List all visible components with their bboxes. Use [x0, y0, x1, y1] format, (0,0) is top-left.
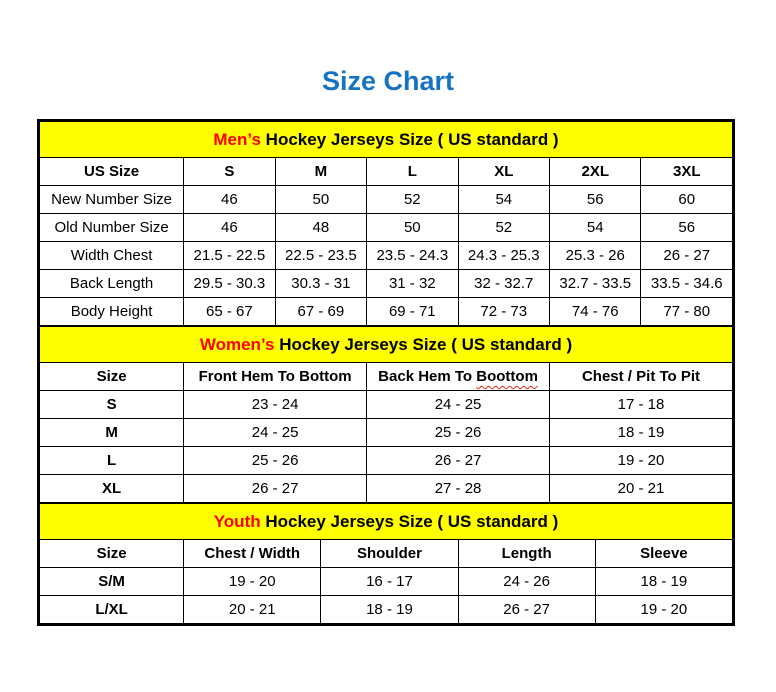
- size-value-cell: 18 - 19: [550, 419, 733, 447]
- size-value-cell: 50: [275, 186, 366, 214]
- size-value-cell: 19 - 20: [184, 568, 321, 596]
- size-value-cell: 72 - 73: [458, 298, 549, 326]
- size-value-cell: 33.5 - 34.6: [641, 270, 733, 298]
- size-value-cell: 24 - 25: [184, 419, 367, 447]
- size-value-cell: 32.7 - 33.5: [550, 270, 641, 298]
- row-label: S/M: [40, 568, 184, 596]
- size-value-cell: 77 - 80: [641, 298, 733, 326]
- womens-highlight-text: Women’s: [199, 334, 275, 354]
- size-value-cell: 56: [550, 186, 641, 214]
- size-value-cell: 21.5 - 22.5: [184, 242, 275, 270]
- mens-header-row: [40, 158, 733, 186]
- size-value-cell: 60: [641, 186, 733, 214]
- size-value-cell: 74 - 76: [550, 298, 641, 326]
- youth-header-row: [40, 540, 733, 568]
- size-value-cell: 26 - 27: [641, 242, 733, 270]
- column-header-l: L: [367, 158, 458, 186]
- mens-section-title: [40, 122, 733, 158]
- size-value-cell: 65 - 67: [184, 298, 275, 326]
- size-value-cell: 26 - 27: [367, 447, 550, 475]
- size-value-cell: 24.3 - 25.3: [458, 242, 549, 270]
- table-row-new-number-size: [40, 186, 733, 214]
- size-value-cell: 29.5 - 30.3: [184, 270, 275, 298]
- size-value-cell: 24 - 25: [367, 391, 550, 419]
- size-value-cell: 30.3 - 31: [275, 270, 366, 298]
- youth-highlight-text: Youth: [213, 511, 261, 531]
- table-row-width-chest: [40, 242, 733, 270]
- table-row-women-s: [40, 391, 733, 419]
- size-value-cell: 52: [458, 214, 549, 242]
- row-label: L: [40, 447, 184, 475]
- size-value-cell: 31 - 32: [367, 270, 458, 298]
- size-value-cell: 48: [275, 214, 366, 242]
- column-header-2xl: 2XL: [550, 158, 641, 186]
- size-value-cell: 18 - 19: [595, 568, 732, 596]
- size-value-cell: 50: [367, 214, 458, 242]
- row-label: S: [40, 391, 184, 419]
- column-header-size: Size: [40, 363, 184, 391]
- column-header-back-hem: [367, 363, 550, 391]
- womens-title-rest: Hockey Jerseys Size ( US standard ): [279, 334, 573, 354]
- size-value-cell: 23.5 - 24.3: [367, 242, 458, 270]
- column-header-us-size: US Size: [40, 158, 184, 186]
- size-value-cell: 25 - 26: [184, 447, 367, 475]
- size-chart-container: [37, 119, 735, 626]
- youth-section-band: [40, 504, 733, 540]
- misspelled-word-underline: Boottom: [476, 368, 538, 385]
- mens-title-rest: Hockey Jerseys Size ( US standard ): [265, 129, 559, 149]
- table-row-youth-lxl: [40, 596, 733, 624]
- size-value-cell: 16 - 17: [321, 568, 458, 596]
- size-value-cell: 19 - 20: [595, 596, 732, 624]
- womens-section-title: [40, 327, 733, 363]
- row-label: L/XL: [40, 596, 184, 624]
- column-header-front-hem: Front Hem To Bottom: [184, 363, 367, 391]
- table-row-body-height: [40, 298, 733, 326]
- size-value-cell: 20 - 21: [184, 596, 321, 624]
- size-value-cell: 32 - 32.7: [458, 270, 549, 298]
- size-value-cell: 20 - 21: [550, 475, 733, 503]
- column-header-sleeve: Sleeve: [595, 540, 732, 568]
- row-label: Width Chest: [40, 242, 184, 270]
- row-label: M: [40, 419, 184, 447]
- size-value-cell: 46: [184, 214, 275, 242]
- size-value-cell: 67 - 69: [275, 298, 366, 326]
- column-header-chest-width: Chest / Width: [184, 540, 321, 568]
- table-row-women-m: [40, 419, 733, 447]
- size-value-cell: 26 - 27: [458, 596, 595, 624]
- womens-header-row: [40, 363, 733, 391]
- row-label: Back Length: [40, 270, 184, 298]
- table-row-women-xl: [40, 475, 733, 503]
- mens-section-band: [40, 122, 733, 158]
- mens-size-table: [39, 121, 733, 326]
- back-hem-prefix: Back Hem To: [378, 368, 473, 385]
- size-value-cell: 69 - 71: [367, 298, 458, 326]
- womens-size-table: [39, 326, 733, 503]
- mens-highlight-text: Men’s: [213, 129, 261, 149]
- size-value-cell: 52: [367, 186, 458, 214]
- size-value-cell: 24 - 26: [458, 568, 595, 596]
- size-value-cell: 22.5 - 23.5: [275, 242, 366, 270]
- table-row-old-number-size: [40, 214, 733, 242]
- column-header-length: Length: [458, 540, 595, 568]
- table-row-women-l: [40, 447, 733, 475]
- column-header-3xl: 3XL: [641, 158, 733, 186]
- row-label: Old Number Size: [40, 214, 184, 242]
- size-value-cell: 17 - 18: [550, 391, 733, 419]
- column-header-size: Size: [40, 540, 184, 568]
- column-header-s: S: [184, 158, 275, 186]
- column-header-xl: XL: [458, 158, 549, 186]
- size-value-cell: 18 - 19: [321, 596, 458, 624]
- size-value-cell: 25 - 26: [367, 419, 550, 447]
- size-value-cell: 46: [184, 186, 275, 214]
- column-header-shoulder: Shoulder: [321, 540, 458, 568]
- youth-section-title: [40, 504, 733, 540]
- page-title: Size Chart: [321, 66, 455, 96]
- row-label: Body Height: [40, 298, 184, 326]
- row-label: XL: [40, 475, 184, 503]
- youth-title-rest: Hockey Jerseys Size ( US standard ): [265, 511, 559, 531]
- table-row-back-length: [40, 270, 733, 298]
- size-value-cell: 56: [641, 214, 733, 242]
- youth-size-table: [39, 503, 733, 624]
- column-header-chest-pit: Chest / Pit To Pit: [550, 363, 733, 391]
- size-value-cell: 27 - 28: [367, 475, 550, 503]
- size-value-cell: 25.3 - 26: [550, 242, 641, 270]
- size-value-cell: 26 - 27: [184, 475, 367, 503]
- size-value-cell: 54: [458, 186, 549, 214]
- table-row-youth-sm: [40, 568, 733, 596]
- row-label: New Number Size: [40, 186, 184, 214]
- column-header-m: M: [275, 158, 366, 186]
- size-value-cell: 23 - 24: [184, 391, 367, 419]
- size-value-cell: 19 - 20: [550, 447, 733, 475]
- womens-section-band: [40, 327, 733, 363]
- size-value-cell: 54: [550, 214, 641, 242]
